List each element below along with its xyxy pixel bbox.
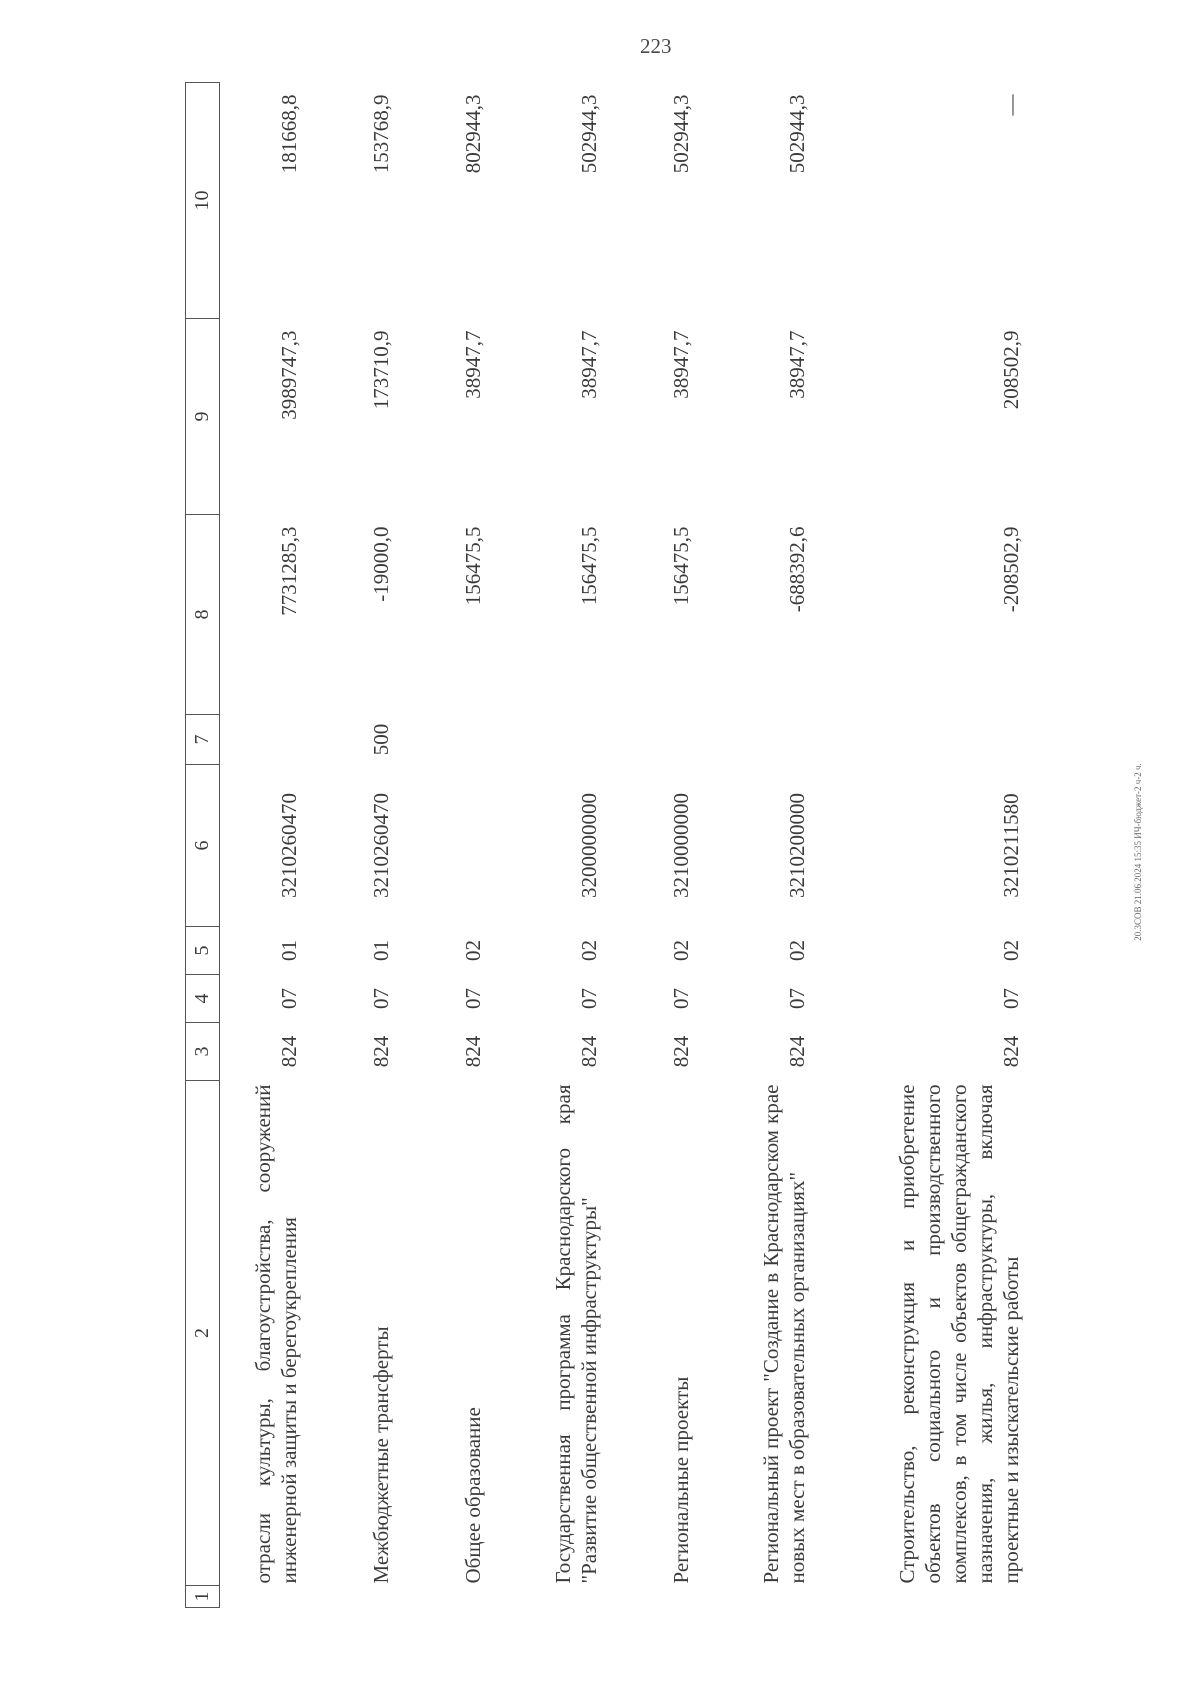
table-row: [810, 83, 1024, 1608]
cell-c7: 500: [369, 723, 393, 756]
column-header: 5: [186, 927, 220, 975]
cell-c7: [810, 715, 1024, 765]
rotated-table: [185, 83, 1055, 1608]
budget-table-container: [185, 83, 1055, 1608]
table-row: [220, 83, 303, 1608]
cell-c9: 208502,9: [999, 330, 1023, 410]
cell-c9: 38947,7: [461, 330, 485, 399]
cell-c10: —: [999, 94, 1023, 116]
cell-c7: [394, 715, 486, 765]
column-header: 2: [186, 1081, 220, 1586]
table-row: [694, 83, 810, 1608]
cell-c9: 3989747,3: [277, 330, 301, 420]
column-header: 8: [186, 515, 220, 715]
cell-c5: 01: [277, 940, 301, 961]
page-number: 223: [640, 34, 672, 58]
cell-c4: 07: [577, 988, 601, 1009]
row-name: Общее образование: [461, 1407, 485, 1584]
cell-c6: 3210200000: [785, 793, 809, 898]
cell-c6: 3200000000: [577, 793, 601, 898]
cell-c9: 173710,9: [369, 330, 393, 410]
column-header: 1: [186, 1586, 220, 1608]
cell-c7: [602, 715, 694, 765]
cell-c4: 07: [999, 988, 1023, 1009]
cell-c5: 02: [999, 940, 1023, 961]
cell-c5: 02: [461, 940, 485, 961]
cell-c5: 02: [785, 940, 809, 961]
cell-c7: [486, 715, 602, 765]
cell-c10: 153768,9: [369, 94, 393, 174]
cell-c9: 38947,7: [577, 330, 601, 399]
cell-c10: 802944,3: [461, 94, 485, 174]
row-name: Региональный проект "Создание в Краснодарском крае новых мест в образовательных организациях": [759, 1084, 809, 1584]
cell-c6: 3210260470: [369, 793, 393, 898]
cell-c6: 3210211580: [999, 793, 1023, 898]
table-row: [602, 83, 694, 1608]
column-header: 7: [186, 715, 220, 765]
cell-c3: 824: [277, 1035, 301, 1068]
column-header: 3: [186, 1023, 220, 1081]
cell-c8: -688392,6: [785, 526, 809, 613]
table-row: [302, 83, 394, 1608]
row-name: Межбюджетные трансферты: [369, 1326, 393, 1584]
cell-c4: 07: [369, 988, 393, 1009]
column-header: 10: [186, 83, 220, 319]
cell-c9: 38947,7: [785, 330, 809, 399]
cell-c8: 7731285,3: [277, 526, 301, 616]
cell-c8: -19000,0: [369, 526, 393, 602]
cell-c7: [694, 715, 810, 765]
header-row: [186, 83, 220, 1608]
cell-c6: [394, 765, 486, 927]
cell-c4: 07: [461, 988, 485, 1009]
cell-c3: 824: [369, 1035, 393, 1068]
cell-c10: 181668,8: [277, 94, 301, 174]
cell-c9: 38947,7: [669, 330, 693, 399]
cell-c4: 07: [277, 988, 301, 1009]
cell-c10: 502944,3: [577, 94, 601, 174]
column-header: 6: [186, 765, 220, 927]
cell-c3: 824: [669, 1035, 693, 1068]
cell-c3: 824: [461, 1035, 485, 1068]
cell-c8: 156475,5: [461, 526, 485, 606]
row-name: Строительство, реконструкция и приобретение объектов социального и производственного комплексов, в том числе объектов общегражданского назначения, жилья, инфраструктуры, включая проектные и изыскательские работы: [895, 1084, 1023, 1584]
row-name: Государственная программа Краснодарского края "Развитие общественной инфраструктуры": [551, 1084, 601, 1584]
document-footer-code: 20.3СОВ 21.06.2024 15:35 ИЧ-бюджет-2 ч-2 ч.: [1133, 763, 1143, 941]
cell-c6: 3210000000: [669, 793, 693, 898]
cell-c3: 824: [577, 1035, 601, 1068]
cell-c5: 01: [369, 940, 393, 961]
column-header: 9: [186, 319, 220, 515]
cell-c8: -208502,9: [999, 526, 1023, 613]
table-row: [486, 83, 602, 1608]
table-row: [394, 83, 486, 1608]
cell-c3: 824: [785, 1035, 809, 1068]
cell-c5: 02: [669, 940, 693, 961]
cell-c8: 156475,5: [577, 526, 601, 606]
cell-c5: 02: [577, 940, 601, 961]
cell-c8: 156475,5: [669, 526, 693, 606]
cell-c4: 07: [785, 988, 809, 1009]
budget-table: [185, 82, 1024, 1608]
cell-c10: 502944,3: [785, 94, 809, 174]
row-name: Региональные проекты: [669, 1376, 693, 1584]
cell-c6: 3210260470: [277, 793, 301, 898]
cell-c7: [220, 715, 303, 765]
cell-c4: 07: [669, 988, 693, 1009]
cell-c3: 824: [999, 1035, 1023, 1068]
row-name: отрасли культуры, благоустройства, сооружений инженерной защиты и берегоукрепления: [251, 1084, 301, 1584]
column-header: 4: [186, 975, 220, 1023]
cell-c10: 502944,3: [669, 94, 693, 174]
